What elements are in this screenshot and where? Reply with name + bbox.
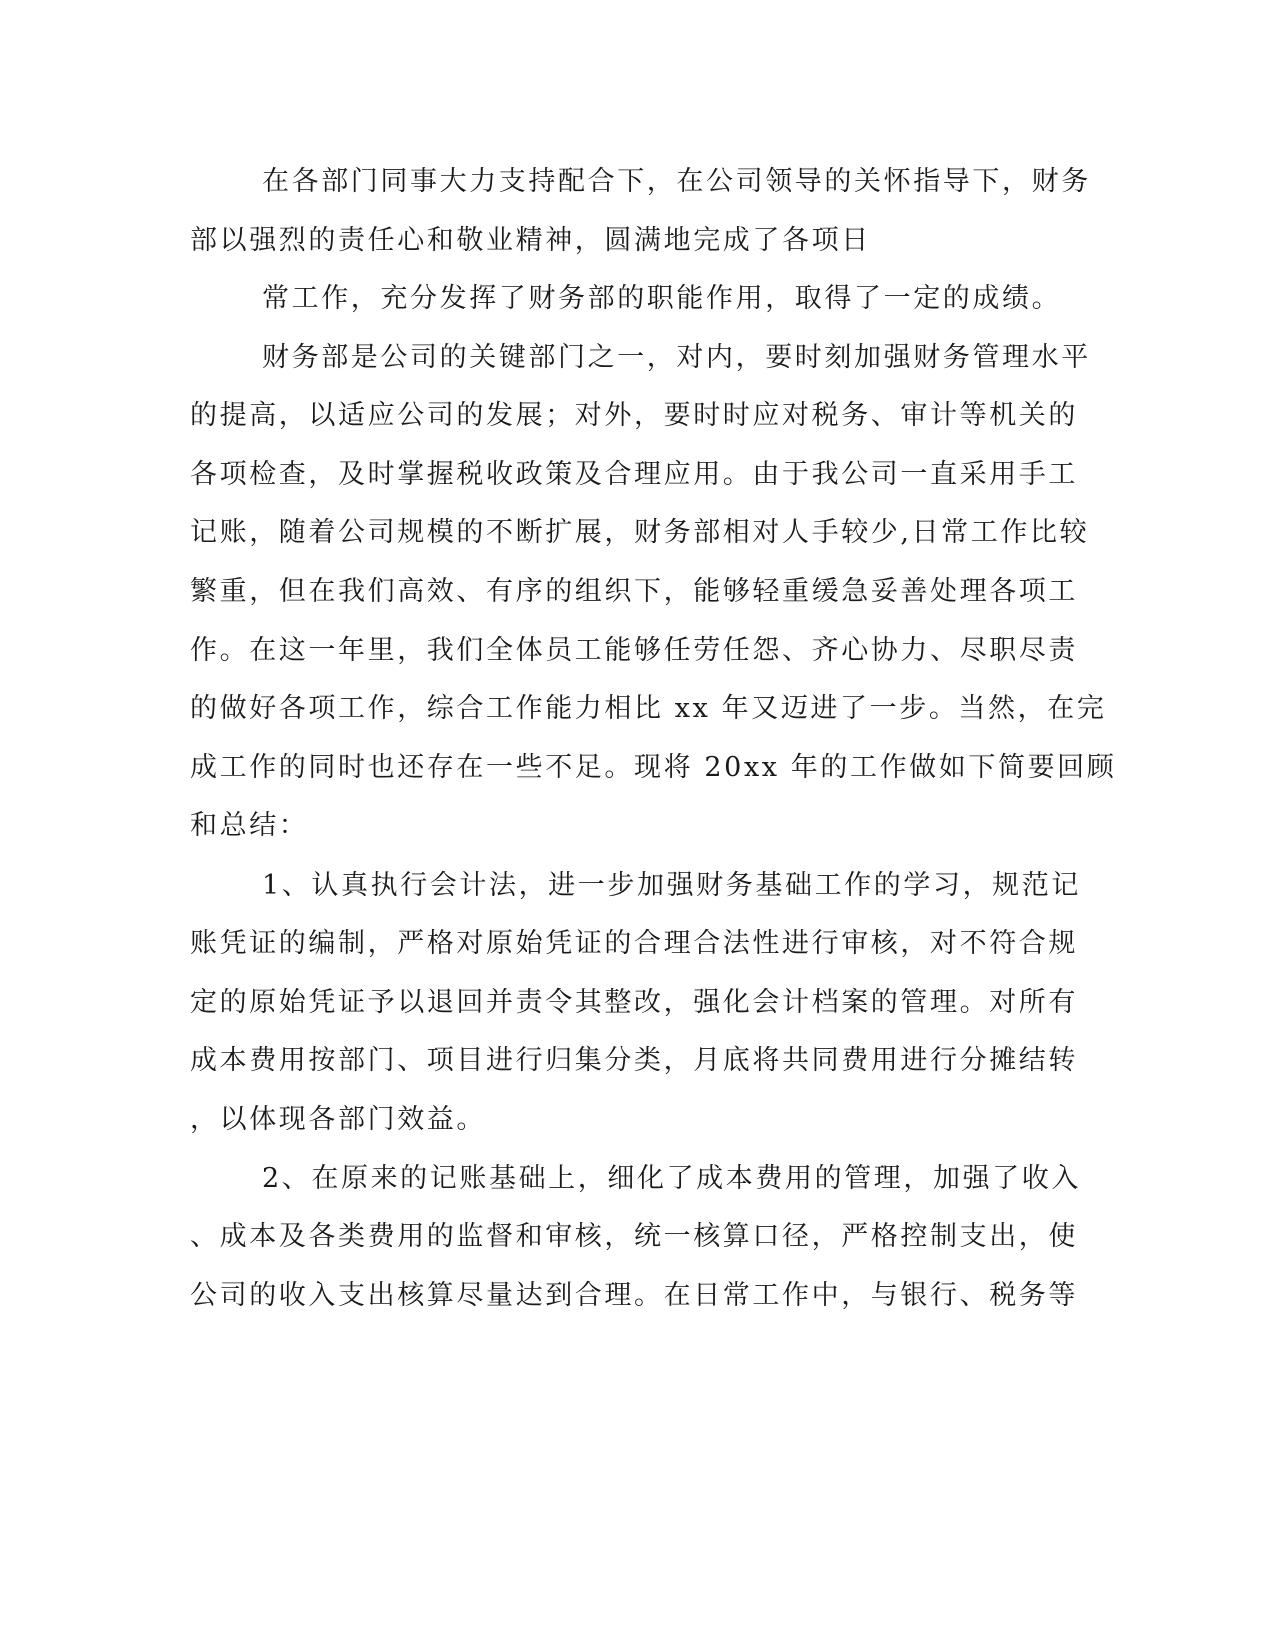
text-line: 定的原始凭证予以退回并责令其整改，强化会计档案的管理。对所有: [190, 987, 1078, 1018]
text-line: 2、在原来的记账基础上，细化了成本费用的管理，加强了收入: [262, 1163, 1081, 1194]
text-line: 1、认真执行会计法，进一步加强财务基础工作的学习，规范记: [262, 870, 1081, 901]
text-line: 的做好各项工作，综合工作能力相比 xx 年又迈进了一步。当然，在完: [190, 693, 1107, 724]
text-line: 各项检查，及时掌握税收政策及合理应用。由于我公司一直采用手工: [190, 459, 1078, 490]
text-line: 成工作的同时也还存在一些不足。现将 20xx 年的工作做如下简要回顾: [190, 752, 1117, 783]
text-line: 财务部是公司的关键部门之一，对内，要时刻加强财务管理水平: [262, 342, 1091, 373]
text-line: 作。在这一年里，我们全体员工能够任劳任怨、齐心协力、尽职尽责: [190, 635, 1078, 666]
text-line: 账凭证的编制，严格对原始凭证的合理合法性进行审核，对不符合规: [190, 928, 1078, 959]
text-line: 公司的收入支出核算尽量达到合理。在日常工作中，与银行、税务等: [190, 1280, 1078, 1311]
text-line: 、成本及各类费用的监督和审核，统一核算口径，严格控制支出，使: [190, 1221, 1078, 1252]
text-line: 常工作，充分发挥了财务部的职能作用，取得了一定的成绩。: [262, 283, 1062, 314]
text-line: 和总结：: [190, 810, 309, 841]
text-line: 部以强烈的责任心和敬业精神，圆满地完成了各项日: [190, 225, 871, 256]
text-line: 记账，随着公司规模的不断扩展，财务部相对人手较少,日常工作比较: [190, 517, 1090, 548]
text-line: 在各部门同事大力支持配合下，在公司领导的关怀指导下，财务: [262, 166, 1091, 197]
text-line: ，以体现各部门效益。: [190, 1104, 486, 1135]
text-line: 成本费用按部门、项目进行归集分类，月底将共同费用进行分摊结转: [190, 1045, 1078, 1076]
text-line: 繁重，但在我们高效、有序的组织下，能够轻重缓急妥善处理各项工: [190, 576, 1078, 607]
text-line: 的提高，以适应公司的发展；对外，要时时应对税务、审计等机关的: [190, 400, 1078, 431]
